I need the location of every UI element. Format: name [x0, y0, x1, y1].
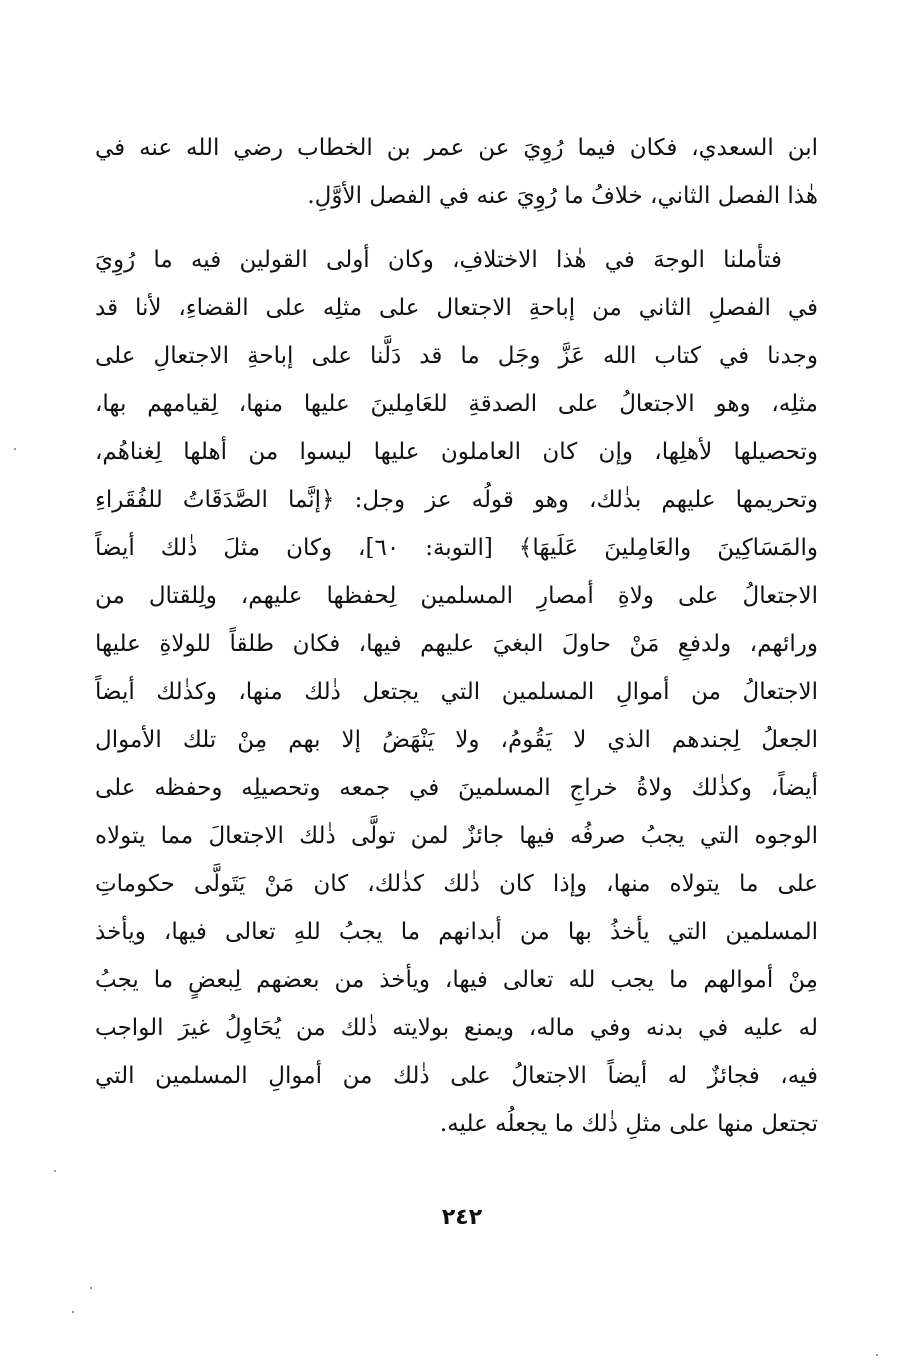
text-line: تجتعل منها على مثلِ ذٰلك ما يجعلُه عليه. — [439, 1111, 818, 1137]
text-line: في الفصلِ الثاني من إباحةِ الاجتعال على مثلِه على القضاءِ، لأنا قد — [95, 295, 818, 321]
text-line: الاجتعالُ على ولاةِ أمصارِ المسلمين لِحفظها عليهم، ولِلقتال من — [95, 583, 818, 609]
scan-speck — [72, 1311, 74, 1313]
text-line: على ما يتولاه منها، وإذا كان ذٰلك كذٰلك، كان مَنْ يَتَولَّى حكوماتِ — [95, 871, 818, 897]
scan-speck — [54, 1170, 56, 1172]
text-line: وجدنا في كتاب الله عَزَّ وجَل ما قد دَلَّنا على إباحةِ الاجتعالِ على — [95, 343, 818, 369]
paragraph-continuation — [95, 124, 818, 220]
text-line: الوجوه التي يجبُ صرفُه فيها جائزٌ لمن تولَّى ذٰلك الاجتعالَ مما يتولاه — [95, 823, 818, 849]
text-line: وتحصيلها لأهلِها، وإن كان العاملون عليها ليسوا من أهلها لِغناهُم، — [95, 439, 818, 465]
scan-speck — [90, 1287, 92, 1289]
text-line: ورائهم، ولدفعِ مَنْ حاولَ البغيَ عليهم فيها، فكان طلقاً للولاةِ عليها — [95, 631, 818, 657]
text-line: وتحريمها عليهم بذٰلك، وهو قولُه عز وجل: ﴿إنَّما الصَّدَقَاتُ للفُقَراءِ — [95, 487, 818, 513]
text-line: هٰذا الفصل الثاني، خلافُ ما رُوِيَ عنه في الفصل الأوَّلِ. — [307, 183, 818, 209]
text-line: الجعلُ لِجندهم الذي لا يَقُومُ، ولا يَنْهَضُ إلا بهم مِنْ تلك الأموال — [95, 727, 818, 753]
text-line: أيضاً، وكذٰلك ولاةُ خراجِ المسلمينَ في جمعه وتحصيلِه وحفظه على — [95, 775, 818, 801]
text-line: فيه، فجائزٌ له أيضاً الاجتعالُ على ذٰلك من أموالِ المسلمين التي — [95, 1063, 818, 1089]
page-number: ٢٤٢ — [441, 1205, 483, 1230]
text-line: الاجتعالُ من أموالِ المسلمين التي يجتعل ذٰلك منها، وكذٰلك أيضاً — [95, 679, 818, 705]
text-line: مِنْ أموالهم ما يجب لله تعالى فيها، ويأخذ من بعضهم لِبعضٍ ما يجبُ — [95, 967, 818, 993]
text-line: والمَسَاكِينَ والعَامِلينَ عَلَيهَا﴾ [التوبة: ٦٠]، وكان مثلَ ذٰلك أيضاً — [95, 535, 818, 561]
text-line: فتأملنا الوجهَ في هٰذا الاختلافِ، وكان أولى القولين فيه ما رُوِيَ — [95, 247, 782, 273]
text-line: المسلمين التي يأخذُ بها من أبدانهم ما يجبُ للهِ تعالى فيها، ويأخذ — [95, 919, 818, 945]
paragraph-main — [95, 236, 818, 1148]
scan-speck — [14, 448, 16, 450]
text-line: ابن السعدي، فكان فيما رُوِيَ عن عمر بن الخطاب رضي الله عنه في — [95, 135, 818, 161]
text-line: له عليه في بدنه وفي ماله، ويمنع بولايته ذٰلك من يُحَاوِلُ غيرَ الواجب — [95, 1015, 818, 1041]
text-line: مثلِه، وهو الاجتعالُ على الصدقةِ للعَامِلينَ عليها منها، لِقيامهم بها، — [95, 391, 818, 417]
scan-speck — [876, 1354, 878, 1356]
